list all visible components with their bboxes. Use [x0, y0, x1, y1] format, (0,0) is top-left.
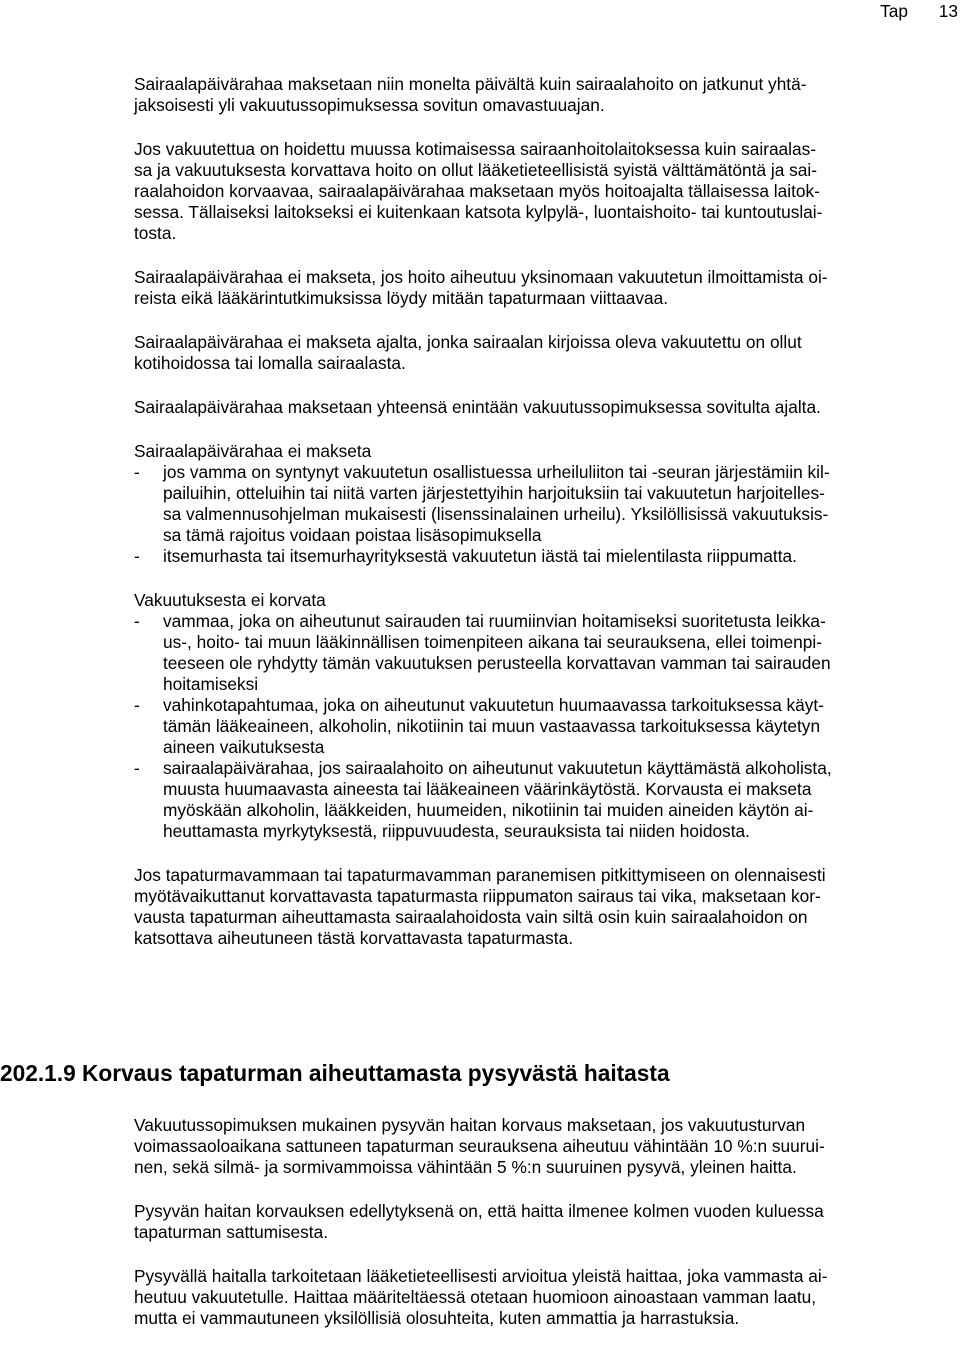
- text-line: tosta.: [134, 223, 177, 243]
- section-content: [134, 1115, 958, 1329]
- text-line: voimassaoloaikana sattuneen tapaturman seurauksena aiheutuu vähintään 10 %:n suurui-: [134, 1136, 825, 1156]
- paragraph: [134, 1115, 958, 1178]
- text-line: us-, hoito- tai muun lääkinnällisen toimenpiteen aikana tai seurauksena, ellei toimenpi-: [163, 632, 822, 652]
- text-line: reista eikä lääkärintutkimuksissa löydy mitään tapaturmaan viittaavaa.: [134, 288, 669, 308]
- text-line: Vakuutussopimuksen mukainen pysyvän haitan korvaus maksetaan, jos vakuutusturvan: [134, 1115, 806, 1135]
- dash-marker: -: [134, 695, 140, 715]
- list-item: [134, 546, 958, 567]
- text-line: sairaalapäivärahaa, jos sairaalahoito on aiheutunut vakuutetun käyttämästä alkoholista,: [163, 758, 832, 778]
- text-line: mutta ei vammautuneen yksilöllisiä olosuhteita, kuten ammattia ja harrastuksia.: [134, 1308, 740, 1328]
- text-line: hoitamiseksi: [163, 674, 259, 694]
- page-number: 13: [938, 1, 958, 21]
- text-line: pailuihin, otteluihin tai niitä varten järjestettyihin harjoituksiin tai vakuutetun harjoitelles-: [163, 483, 825, 503]
- text-line: Sairaalapäivärahaa maksetaan yhteensä enintään vakuutussopimuksessa sovitulta ajalta.: [134, 397, 821, 417]
- text-line: myötävaikuttanut korvattavasta tapaturmasta riippumaton sairaus tai vika, maksetaan kor-: [134, 886, 821, 906]
- text-line: jaksoisesti yli vakuutussopimuksessa sovitun omavastuuajan.: [134, 95, 605, 115]
- dash-marker: -: [134, 611, 140, 631]
- list-item: [134, 695, 958, 758]
- text-line: aineen vaikutuksesta: [163, 737, 325, 757]
- text-line: vausta tapaturman aiheuttamasta sairaalahoidosta vain siltä osin kuin sairaalahoidon on: [134, 907, 808, 927]
- text-line: katsottava aiheutuneen tästä korvattavasta tapaturmasta.: [134, 928, 574, 948]
- paragraph: [134, 267, 958, 309]
- text-line: Sairaalapäivärahaa ei makseta ajalta, jonka sairaalan kirjoissa oleva vakuutettu on ollut: [134, 332, 802, 352]
- text-line: myöskään alkoholin, lääkkeiden, huumeiden, nikotiinin tai muiden aineiden käytön ai-: [163, 800, 814, 820]
- list-item: [134, 611, 958, 695]
- list-item: [134, 462, 958, 546]
- text-line: Sairaalapäivärahaa ei makseta, jos hoito aiheutuu yksinomaan vakuutetun ilmoittamista oi-: [134, 267, 828, 287]
- paragraph: [134, 139, 958, 244]
- list-item: [134, 758, 958, 842]
- text-line: itsemurhasta tai itsemurhayrityksestä vakuutetun iästä tai mielentilasta riippumatta.: [163, 546, 797, 566]
- text-line: sa ja vakuutuksesta korvattava hoito on ollut lääketieteellisistä syistä välttämätöntä ja sai-: [134, 160, 817, 180]
- paragraph: [134, 1201, 958, 1243]
- text-line: sa tämä rajoitus voidaan poistaa lisäsopimuksella: [163, 525, 542, 545]
- dash-marker: -: [134, 546, 140, 566]
- chapter-label: Tap: [880, 1, 908, 21]
- paragraph: [134, 397, 958, 418]
- list-intro: Vakuutuksesta ei korvata: [134, 590, 326, 610]
- text-line: Pysyvällä haitalla tarkoitetaan lääketieteellisesti arvioitua yleistä haittaa, joka vammasta ai-: [134, 1266, 828, 1286]
- exclusion-list: [134, 462, 958, 567]
- dash-marker: -: [134, 758, 140, 778]
- text-line: sa valmennusohjelman mukaisesti (lisenssinalainen urheilu). Yksilöllisissä vakuutuksis-: [163, 504, 829, 524]
- main-content: [134, 74, 958, 949]
- text-line: tämän lääkeaineen, alkoholin, nikotiinin tai muun vastaavassa tarkoituksessa käytetyn: [163, 716, 821, 736]
- text-line: Jos tapaturmavammaan tai tapaturmavamman paranemisen pitkittymiseen on olennaisesti: [134, 865, 826, 885]
- section-heading: 202.1.9 Korvaus tapaturman aiheuttamasta pysyvästä haitasta: [0, 1060, 670, 1086]
- text-line: heuttamasta myrkytyksestä, riippuvuudesta, seurauksista tai niiden hoidosta.: [163, 821, 750, 841]
- paragraph: [134, 332, 958, 374]
- text-line: jos vamma on syntynyt vakuutetun osallistuessa urheiluliiton tai -seuran järjestämiin kil-: [163, 462, 830, 482]
- text-line: Sairaalapäivärahaa maksetaan niin monelta päivältä kuin sairaalahoito on jatkunut yhtä-: [134, 74, 807, 94]
- text-line: kotihoidossa tai lomalla sairaalasta.: [134, 353, 406, 373]
- text-line: raalahoidon korvaavaa, sairaalapäivärahaa maksetaan myös hoitoajalta tällaisessa laitok-: [134, 181, 820, 201]
- text-line: sessa. Tällaiseksi laitokseksi ei kuitenkaan katsota kylpylä-, luontaishoito- tai kuntoutuslai-: [134, 202, 823, 222]
- text-line: Pysyvän haitan korvauksen edellytyksenä on, että haitta ilmenee kolmen vuoden kuluessa: [134, 1201, 824, 1221]
- dash-marker: -: [134, 462, 140, 482]
- text-line: Jos vakuutettua on hoidettu muussa kotimaisessa sairaanhoitolaitoksessa kuin sairaalas-: [134, 139, 817, 159]
- text-line: vammaa, joka on aiheutunut sairauden tai ruumiinvian hoitamiseksi suoritetusta leikka-: [163, 611, 826, 631]
- text-line: heutuu vakuutetulle. Haittaa määriteltäessä otetaan huomioon ainoastaan vamman laatu,: [134, 1287, 817, 1307]
- paragraph: [134, 1266, 958, 1329]
- text-line: tapaturman sattumisesta.: [134, 1222, 329, 1242]
- text-line: muusta huumaavasta aineesta tai lääkeaineen väärinkäytöstä. Korvausta ei makseta: [163, 779, 812, 799]
- paragraph: [134, 74, 958, 116]
- list-intro: Sairaalapäivärahaa ei makseta: [134, 441, 372, 461]
- text-line: vahinkotapahtumaa, joka on aiheutunut vakuutetun huumaavassa tarkoituksessa käyt-: [163, 695, 824, 715]
- not-covered-list: [134, 611, 958, 842]
- text-line: nen, sekä silmä- ja sormivammoissa vähintään 5 %:n suuruinen pysyvä, yleinen haitta.: [134, 1157, 797, 1177]
- paragraph: [134, 865, 958, 949]
- text-line: teeseen ole ryhdytty tämän vakuutuksen perusteella korvattavan vamman tai sairauden: [163, 653, 831, 673]
